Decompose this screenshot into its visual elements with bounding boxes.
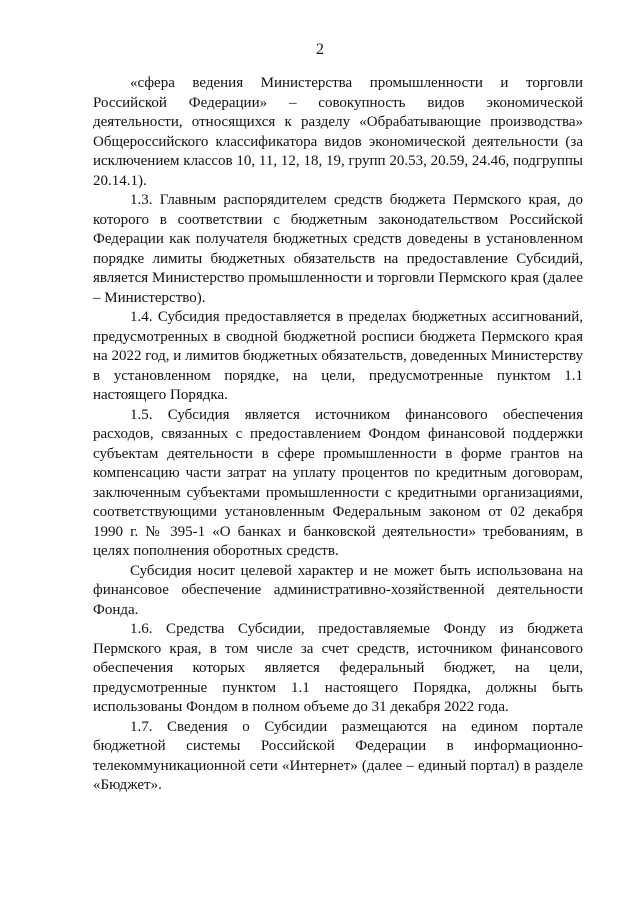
page-number: 2	[316, 41, 324, 58]
paragraph-1-3: 1.3. Главным распорядителем средств бюджета Пермского края, до которого в соответствии с бюджетным законодательством Российской Федерации как получателя бюджетных средств доведены в установленном порядке лимиты бюджетных обязательств на предоставление Субсидий, является Министерство промышленности и торговли Пермского края (далее – Министерство).	[93, 192, 583, 306]
paragraph-1-4: 1.4. Субсидия предоставляется в пределах бюджетных ассигнований, предусмотренных в сводной бюджетной росписи бюджета Пермского края на 2022 год, и лимитов бюджетных обязательств, доведенных Министерству в установленном порядке, на цели, предусмотренные пунктом 1.1 настоящего Порядка.	[93, 309, 583, 403]
paragraph-1-6: 1.6. Средства Субсидии, предоставляемые Фонду из бюджета Пермского края, в том числе за счет средств, источником финансового обеспечения которых является федеральный бюджет, на цели, предусмотренные пунктом 1.1 настоящего Порядка, должны быть использованы Фондом в полном объеме до 31 декабря 2022 года.	[93, 621, 583, 715]
paragraph-1-7: 1.7. Сведения о Субсидии размещаются на едином портале бюджетной системы Российской Федерации в информационно-телекоммуникационной сети «Интернет» (далее – единый портал) в разделе «Бюджет».	[93, 718, 583, 793]
paragraph-subsidy-purpose: Субсидия носит целевой характер и не может быть использована на финансовое обеспечение административно-хозяйственной деятельности Фонда.	[93, 562, 583, 618]
paragraph-1-5: 1.5. Субсидия является источником финансового обеспечения расходов, связанных с предоставлением Фондом финансовой поддержки субъектам деятельности в сфере промышленности в форме грантов на компенсацию части затрат на уплату процентов по кредитным договорам, заключенным субъектами промышленности с кредитными организациями, соответствующими установленным Федеральным законом от 02 декабря 1990 г. № 395-1 «О банках и банковской деятельности» требованиям, в целях пополнения оборотных средств.	[93, 406, 583, 559]
document-body	[93, 74, 583, 796]
paragraph-definition: «сфера ведения Министерства промышленности и торговли Российской Федерации» – совокупность видов экономической деятельности, относящихся к разделу «Обрабатывающие производства» Общероссийского классификатора видов экономической деятельности (за исключением классов 10, 11, 12, 18, 19, групп 20.53, 20.59, 24.46, подгруппы 20.14.1).	[93, 75, 583, 189]
